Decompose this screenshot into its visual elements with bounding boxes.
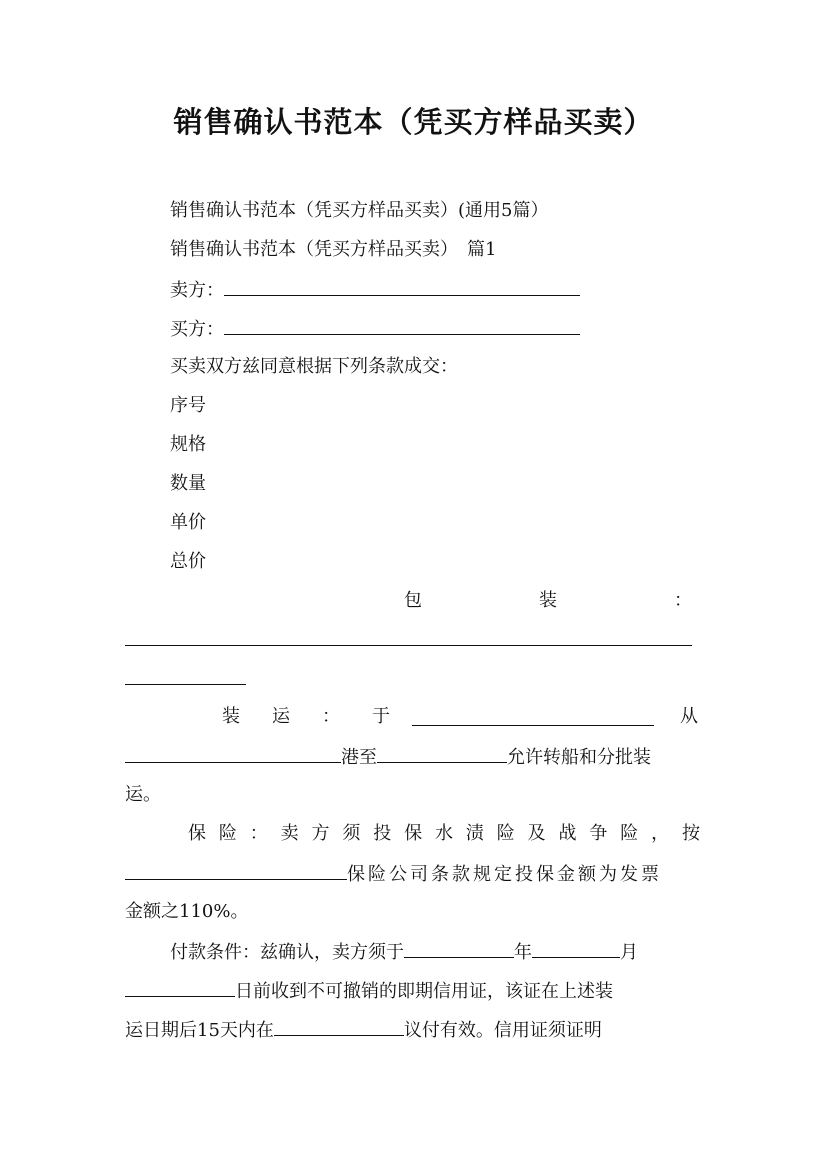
document-subtitle: 销售确认书范本（凭买方样品买卖）(通用5篇） [170,200,549,221]
payment-year-blank [404,939,514,958]
payment-line-2: 日前收到不可撤销的即期信用证，该证在上述装 [125,978,613,1004]
payment-line-3: 运日期后15天内在 议付有效。信用证须证明 [125,1017,602,1043]
packing-blank-line-1 [125,645,692,646]
shipment-date-blank [412,725,654,726]
insurance-line-2: 保险公司条款规定投保金额为发票 [125,861,662,887]
packing-blank-line-2 [125,684,246,685]
section-heading: 销售确认书范本（凭买方样品买卖） 篇1 [170,239,497,260]
document-title: 销售确认书范本（凭买方样品买卖） [173,105,654,139]
payment-place-blank [274,1017,404,1036]
shipment-destination-blank [377,744,507,763]
field-total-price: 总价 [170,551,206,572]
seller-label: 卖方： [170,280,224,301]
insurance-line-3: 金额之110%。 [125,901,249,922]
field-quantity: 数量 [170,473,206,494]
shipment-line-2: 港至 允许转船和分批装 [125,744,651,770]
shipment-from: 从 [680,706,698,727]
field-serial-no: 序号 [170,395,206,416]
packing-label: 包 装 ： [404,590,692,611]
payment-day-blank [125,978,235,997]
insurance-company-blank [125,861,347,880]
seller-line [170,277,580,303]
buyer-blank [224,316,580,335]
shipment-label: 装 运 ： 于 [222,706,390,727]
shipment-port-blank [125,744,341,763]
seller-blank [224,277,580,296]
buyer-label: 买方： [170,319,224,340]
field-unit-price: 单价 [170,512,206,533]
payment-month-blank [532,939,620,958]
shipment-line-3: 运。 [125,784,161,805]
insurance-line-1: 保 险 ： 卖 方 须 投 保 水 渍 险 及 战 争 险 ， 按 [188,823,700,844]
payment-line-1: 付款条件：兹确认，卖方须于 年 月 [170,939,638,965]
agreement-intro: 买卖双方兹同意根据下列条款成交： [170,356,458,377]
buyer-line [170,316,580,342]
field-specification: 规格 [170,434,206,455]
